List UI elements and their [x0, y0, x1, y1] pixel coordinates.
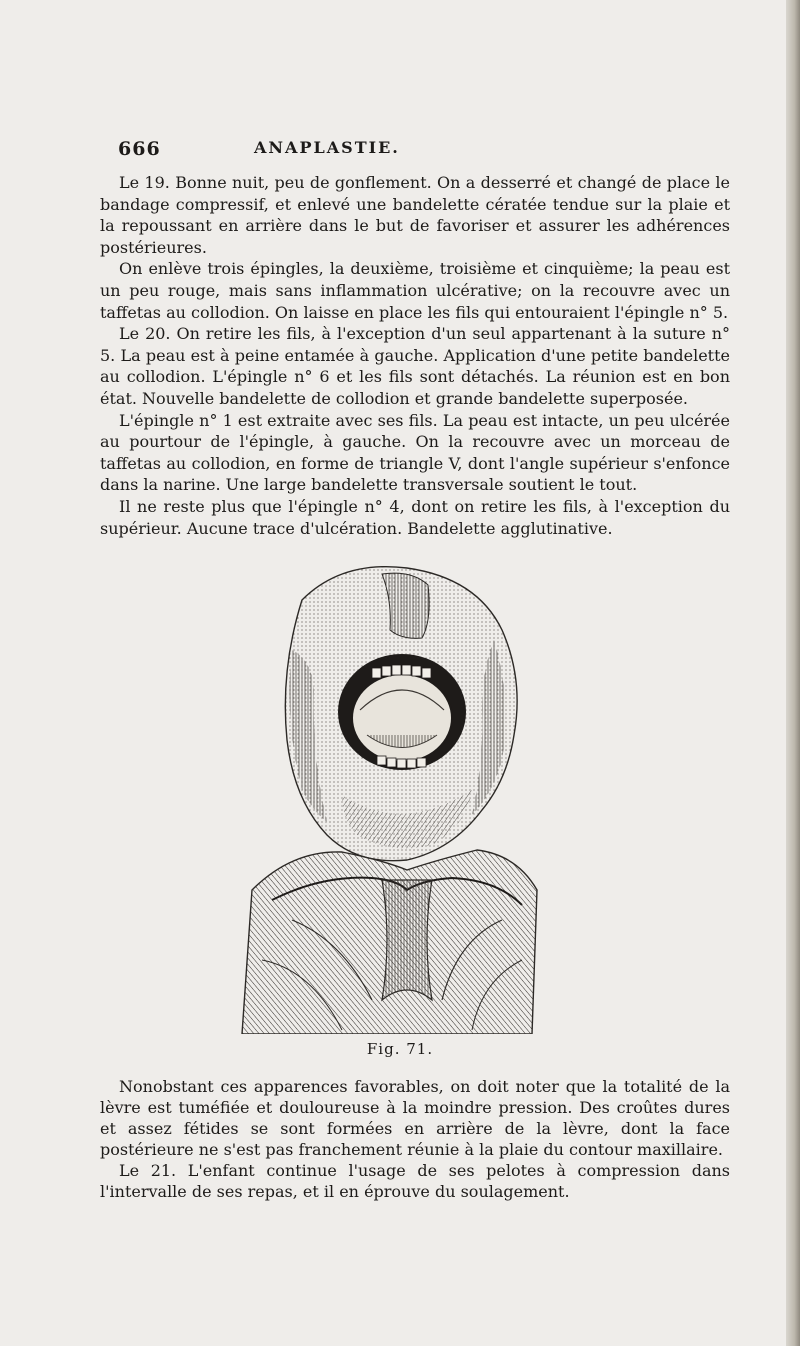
paragraph: On enlève trois épingles, la deuxième, troisième et cinquième; la peau est un peu rouge, mais sans inflammation ulcérative; on la recouvre avec un taffetas au collodion. On laisse en place les fils qui entouraient l'épingle n° 5. [100, 259, 730, 322]
page-number: 666 [118, 138, 161, 160]
paragraph: Le 21. L'enfant continue l'usage de ses pelotes à compression dans l'intervalle de ses repas, et il en éprouve du soulagement. [100, 1161, 730, 1201]
running-head: ANAPLASTIE. [254, 138, 400, 157]
figure-illustration [232, 560, 542, 1034]
paragraph: Nonobstant ces apparences favorables, on doit noter que la totalité de la lèvre est tuméfiée et douloureuse à la moindre pression. Des croûtes dures et assez fétides se sont formées en arrière de la lèvre, dont la face postérieure ne s'est pas franchement réunie à la plaie du contour maxillaire. [100, 1077, 730, 1159]
body-text-bottom [100, 1076, 730, 1202]
paragraph: Le 20. On retire les fils, à l'exception d'un seul appartenant à la suture n° 5. La peau est à peine entamée à gauche. Application d'une petite bandelette au collodion. L'épingle n° 6 et les fils sont détachés. La réunion est en bon état. Nouvelle bandelette de collodion et grande bandelette superposée. [100, 324, 730, 408]
body-text-top [100, 172, 730, 539]
page-header [118, 138, 698, 162]
paragraph: Le 19. Bonne nuit, peu de gonflement. On a desserré et changé de place le bandage compressif, et enlevé une bandelette cératée tendue sur la plaie et la repoussant en arrière dans le but de favoriser et assurer les adhérences postérieures. [100, 173, 730, 257]
engraving-head-open-mouth-illustration-icon [232, 560, 542, 1034]
figure-caption: Fig. 71. [366, 1040, 434, 1058]
page-binding-edge [786, 0, 800, 1346]
paragraph: Il ne reste plus que l'épingle n° 4, dont on retire les fils, à l'exception du supérieur. Aucune trace d'ulcération. Bandelette agglutinative. [100, 496, 730, 538]
paragraph: L'épingle n° 1 est extraite avec ses fils. La peau est intacte, un peu ulcérée au pourtour de l'épingle, à gauche. On la recouvre avec un morceau de taffetas au collodion, en forme de triangle V, dont l'angle supérieur s'enfonce dans la narine. Une large bandelette transversale soutient le tout. [100, 410, 730, 495]
